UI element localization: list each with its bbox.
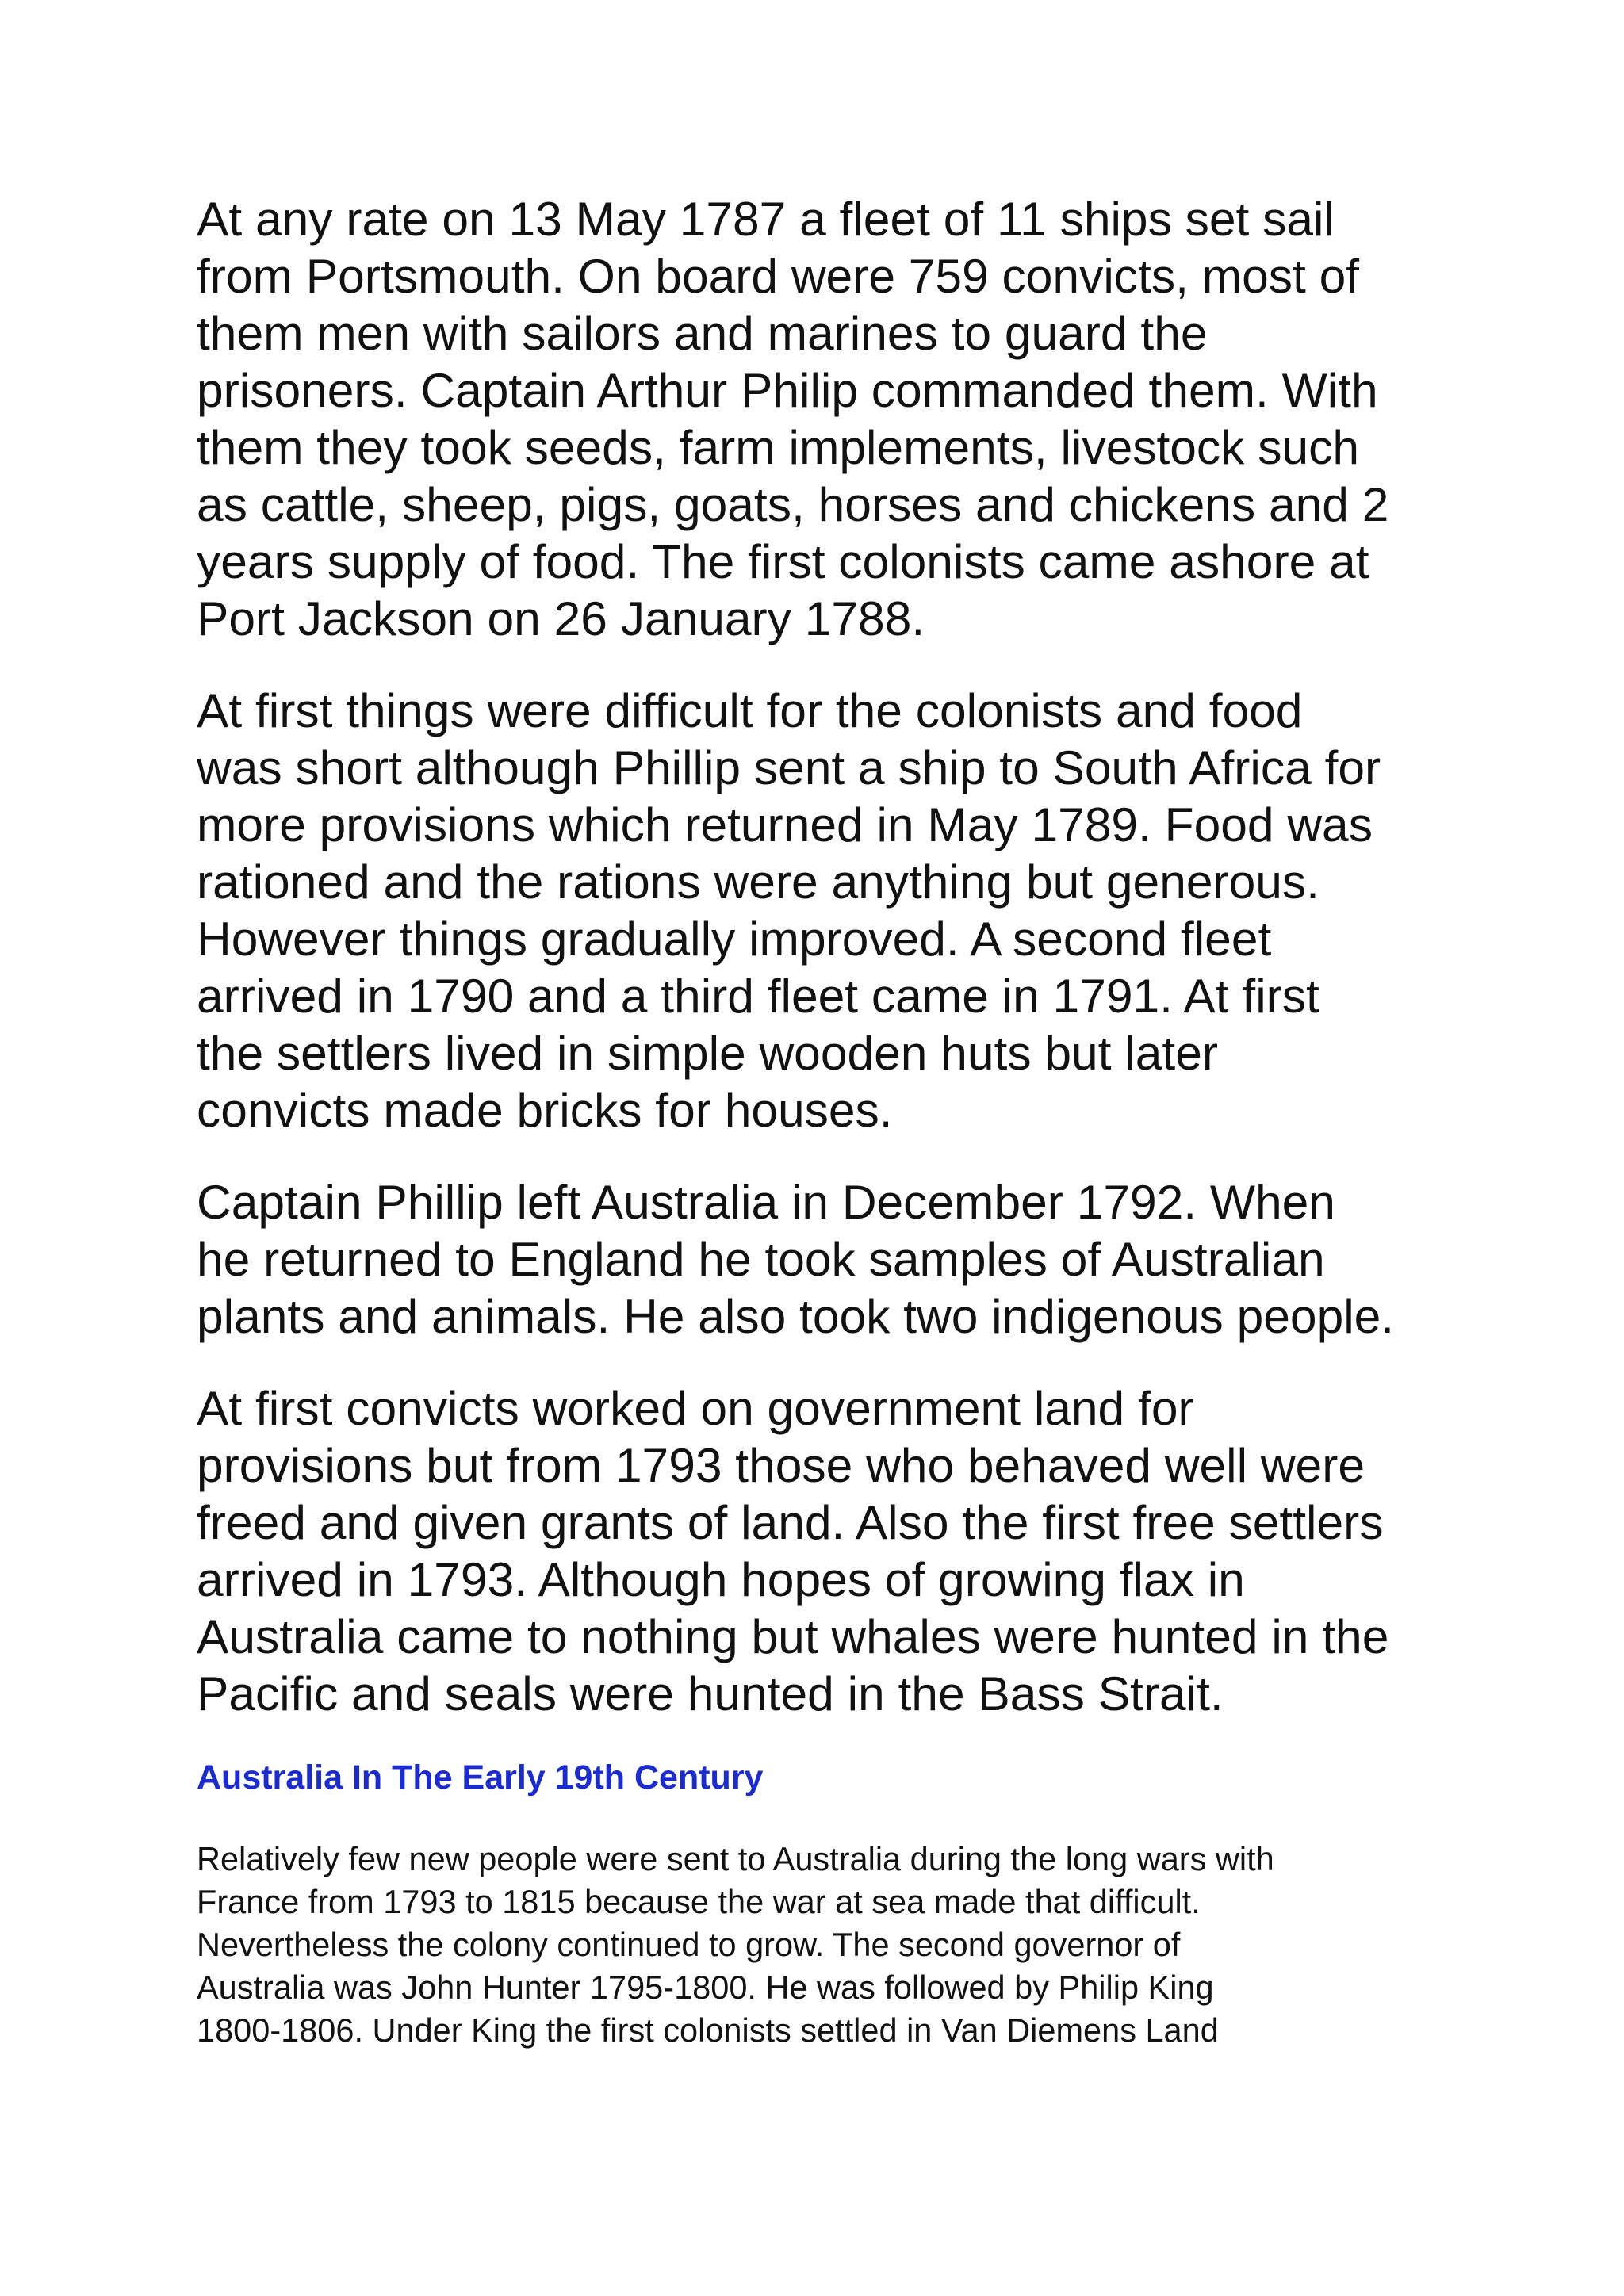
text-line: At first convicts worked on government land for [197, 1381, 1194, 1435]
text-line: France from 1793 to 1815 because the war at sea made that difficult. [197, 1883, 1201, 1920]
text-line: was short although Phillip sent a ship to South Africa for [197, 740, 1381, 794]
document-page [197, 190, 1450, 2052]
text-line: arrived in 1793. Although hopes of growing flax in [197, 1552, 1245, 1606]
text-line: the settlers lived in simple wooden huts but later [197, 1026, 1218, 1080]
text-line: Captain Phillip left Australia in December 1792. When [197, 1175, 1335, 1229]
text-line: 1800-1806. Under King the first colonists settled in Van Diemens Land [197, 2011, 1219, 2049]
paragraph-first-fleet [197, 190, 1450, 647]
text-line: Pacific and seals were hunted in the Bass Strait. [197, 1667, 1224, 1720]
text-line: Relatively few new people were sent to Australia during the long wars with [197, 1840, 1274, 1877]
text-line: years supply of food. The first colonists came ashore at [197, 534, 1369, 588]
text-line: them men with sailors and marines to guard the [197, 306, 1208, 360]
text-line: them they took seeds, farm implements, livestock such [197, 420, 1360, 474]
text-line: as cattle, sheep, pigs, goats, horses and chickens and 2 [197, 477, 1389, 531]
paragraph-phillip-departure [197, 1173, 1450, 1345]
text-line: At any rate on 13 May 1787 a fleet of 11 ships set sail [197, 192, 1335, 246]
text-line: freed and given grants of land. Also the first free settlers [197, 1495, 1384, 1549]
section-heading: Australia In The Early 19th Century [197, 1758, 764, 1797]
text-line: arrived in 1790 and a third fleet came in 1791. At first [197, 969, 1320, 1023]
text-line: Australia was John Hunter 1795-1800. He was followed by Philip King [197, 1969, 1214, 2006]
text-line: more provisions which returned in May 1789. Food was [197, 798, 1373, 851]
text-line: Port Jackson on 26 January 1788. [197, 591, 925, 645]
text-line: he returned to England he took samples of Australian [197, 1232, 1325, 1286]
main-text [197, 190, 1450, 1722]
text-line: rationed and the rations were anything but generous. [197, 855, 1320, 909]
paragraph-early-difficulties [197, 682, 1450, 1138]
text-line: Australia came to nothing but whales were hunted in the [197, 1609, 1389, 1663]
text-line: Nevertheless the colony continued to grow. The second governor of [197, 1926, 1181, 1963]
text-line: plants and animals. He also took two indigenous people. [197, 1289, 1395, 1343]
text-line: However things gradually improved. A second fleet [197, 912, 1272, 966]
text-line: provisions but from 1793 those who behaved well were [197, 1438, 1365, 1492]
text-line: convicts made bricks for houses. [197, 1083, 893, 1137]
text-line: At first things were difficult for the colonists and food [197, 683, 1303, 737]
section-text [197, 1838, 1450, 2052]
text-line: from Portsmouth. On board were 759 convicts, most of [197, 249, 1360, 303]
text-line: prisoners. Captain Arthur Philip commanded them. With [197, 363, 1378, 417]
paragraph-land-grants [197, 1380, 1450, 1722]
paragraph-early-19th-century [197, 1838, 1450, 2052]
